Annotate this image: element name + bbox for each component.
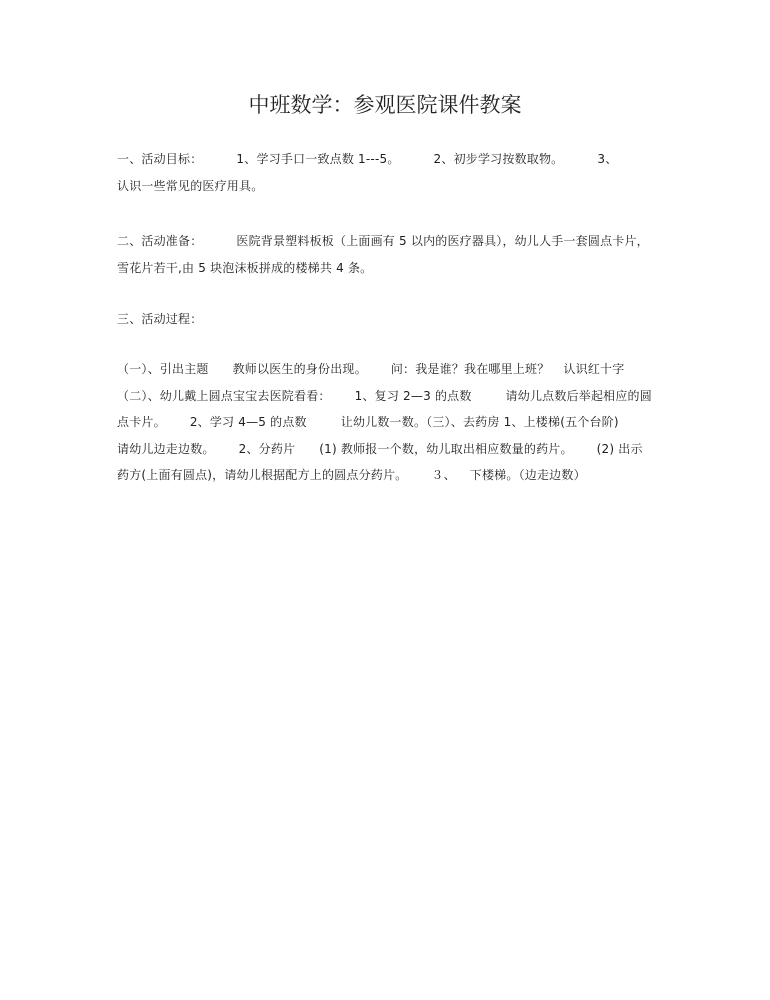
process-step-13: ３、 (431, 468, 456, 482)
process-step-5: 1、复习 2—3 的点数 (354, 388, 472, 403)
process-step-8: 让幼儿数一数。（三）、去药房 1、上楼梯(五个台阶) (340, 415, 619, 429)
goals-heading: 一、活动目标： (117, 152, 203, 166)
process-heading: 三、活动过程： (117, 312, 203, 326)
process-step-9: 请幼儿边走边数。 (117, 441, 215, 456)
process-step-11: (1) 教师报一个数，幼儿取出相应数量的药片。 (319, 441, 573, 456)
process-heading-paragraph (117, 306, 653, 333)
goals-paragraph (117, 146, 653, 199)
document-title: 中班数学：参观医院课件教案 (248, 93, 522, 117)
process-step-12: (2) 出示药方(上面有圆点)，请幼儿根据配方上的圆点分药片。 (117, 441, 643, 482)
prep-paragraph (117, 228, 653, 281)
prep-text: 医院背景塑料板板（上面画有 5 以内的医疗器具），幼儿人手一套圆点卡片，雪花片若干,由 5 块泡沫板拼成的楼梯共 4 条。 (117, 234, 649, 275)
goal-1: 1、学习手口一致点数 1---5。 (236, 152, 400, 166)
process-paragraph (117, 356, 653, 489)
process-step-4: 认识红十字（二）、幼儿戴上圆点宝宝去医院看看： (117, 362, 625, 403)
process-step-6: 请幼儿点数后举起相应的圆点卡片。 (117, 388, 652, 429)
process-step-10: 2、分药片 (238, 441, 296, 456)
goal-3-number: 3、 (597, 152, 618, 166)
process-step-7: 2、学习 4—5 的点数 (189, 415, 307, 429)
prep-heading: 二、活动准备： (117, 234, 203, 248)
process-step-14: 下楼梯。（边走边数） (469, 468, 586, 482)
process-step-1: （一）、引出主题 (117, 362, 209, 376)
process-step-3: 问：我是谁？我在哪里上班？ (390, 362, 550, 376)
process-step-2: 教师以医生的身份出现。 (232, 362, 367, 376)
goal-3-text: 认识一些常见的医疗用具。 (117, 178, 264, 193)
goal-2: 2、初步学习按数取物。 (433, 152, 564, 166)
